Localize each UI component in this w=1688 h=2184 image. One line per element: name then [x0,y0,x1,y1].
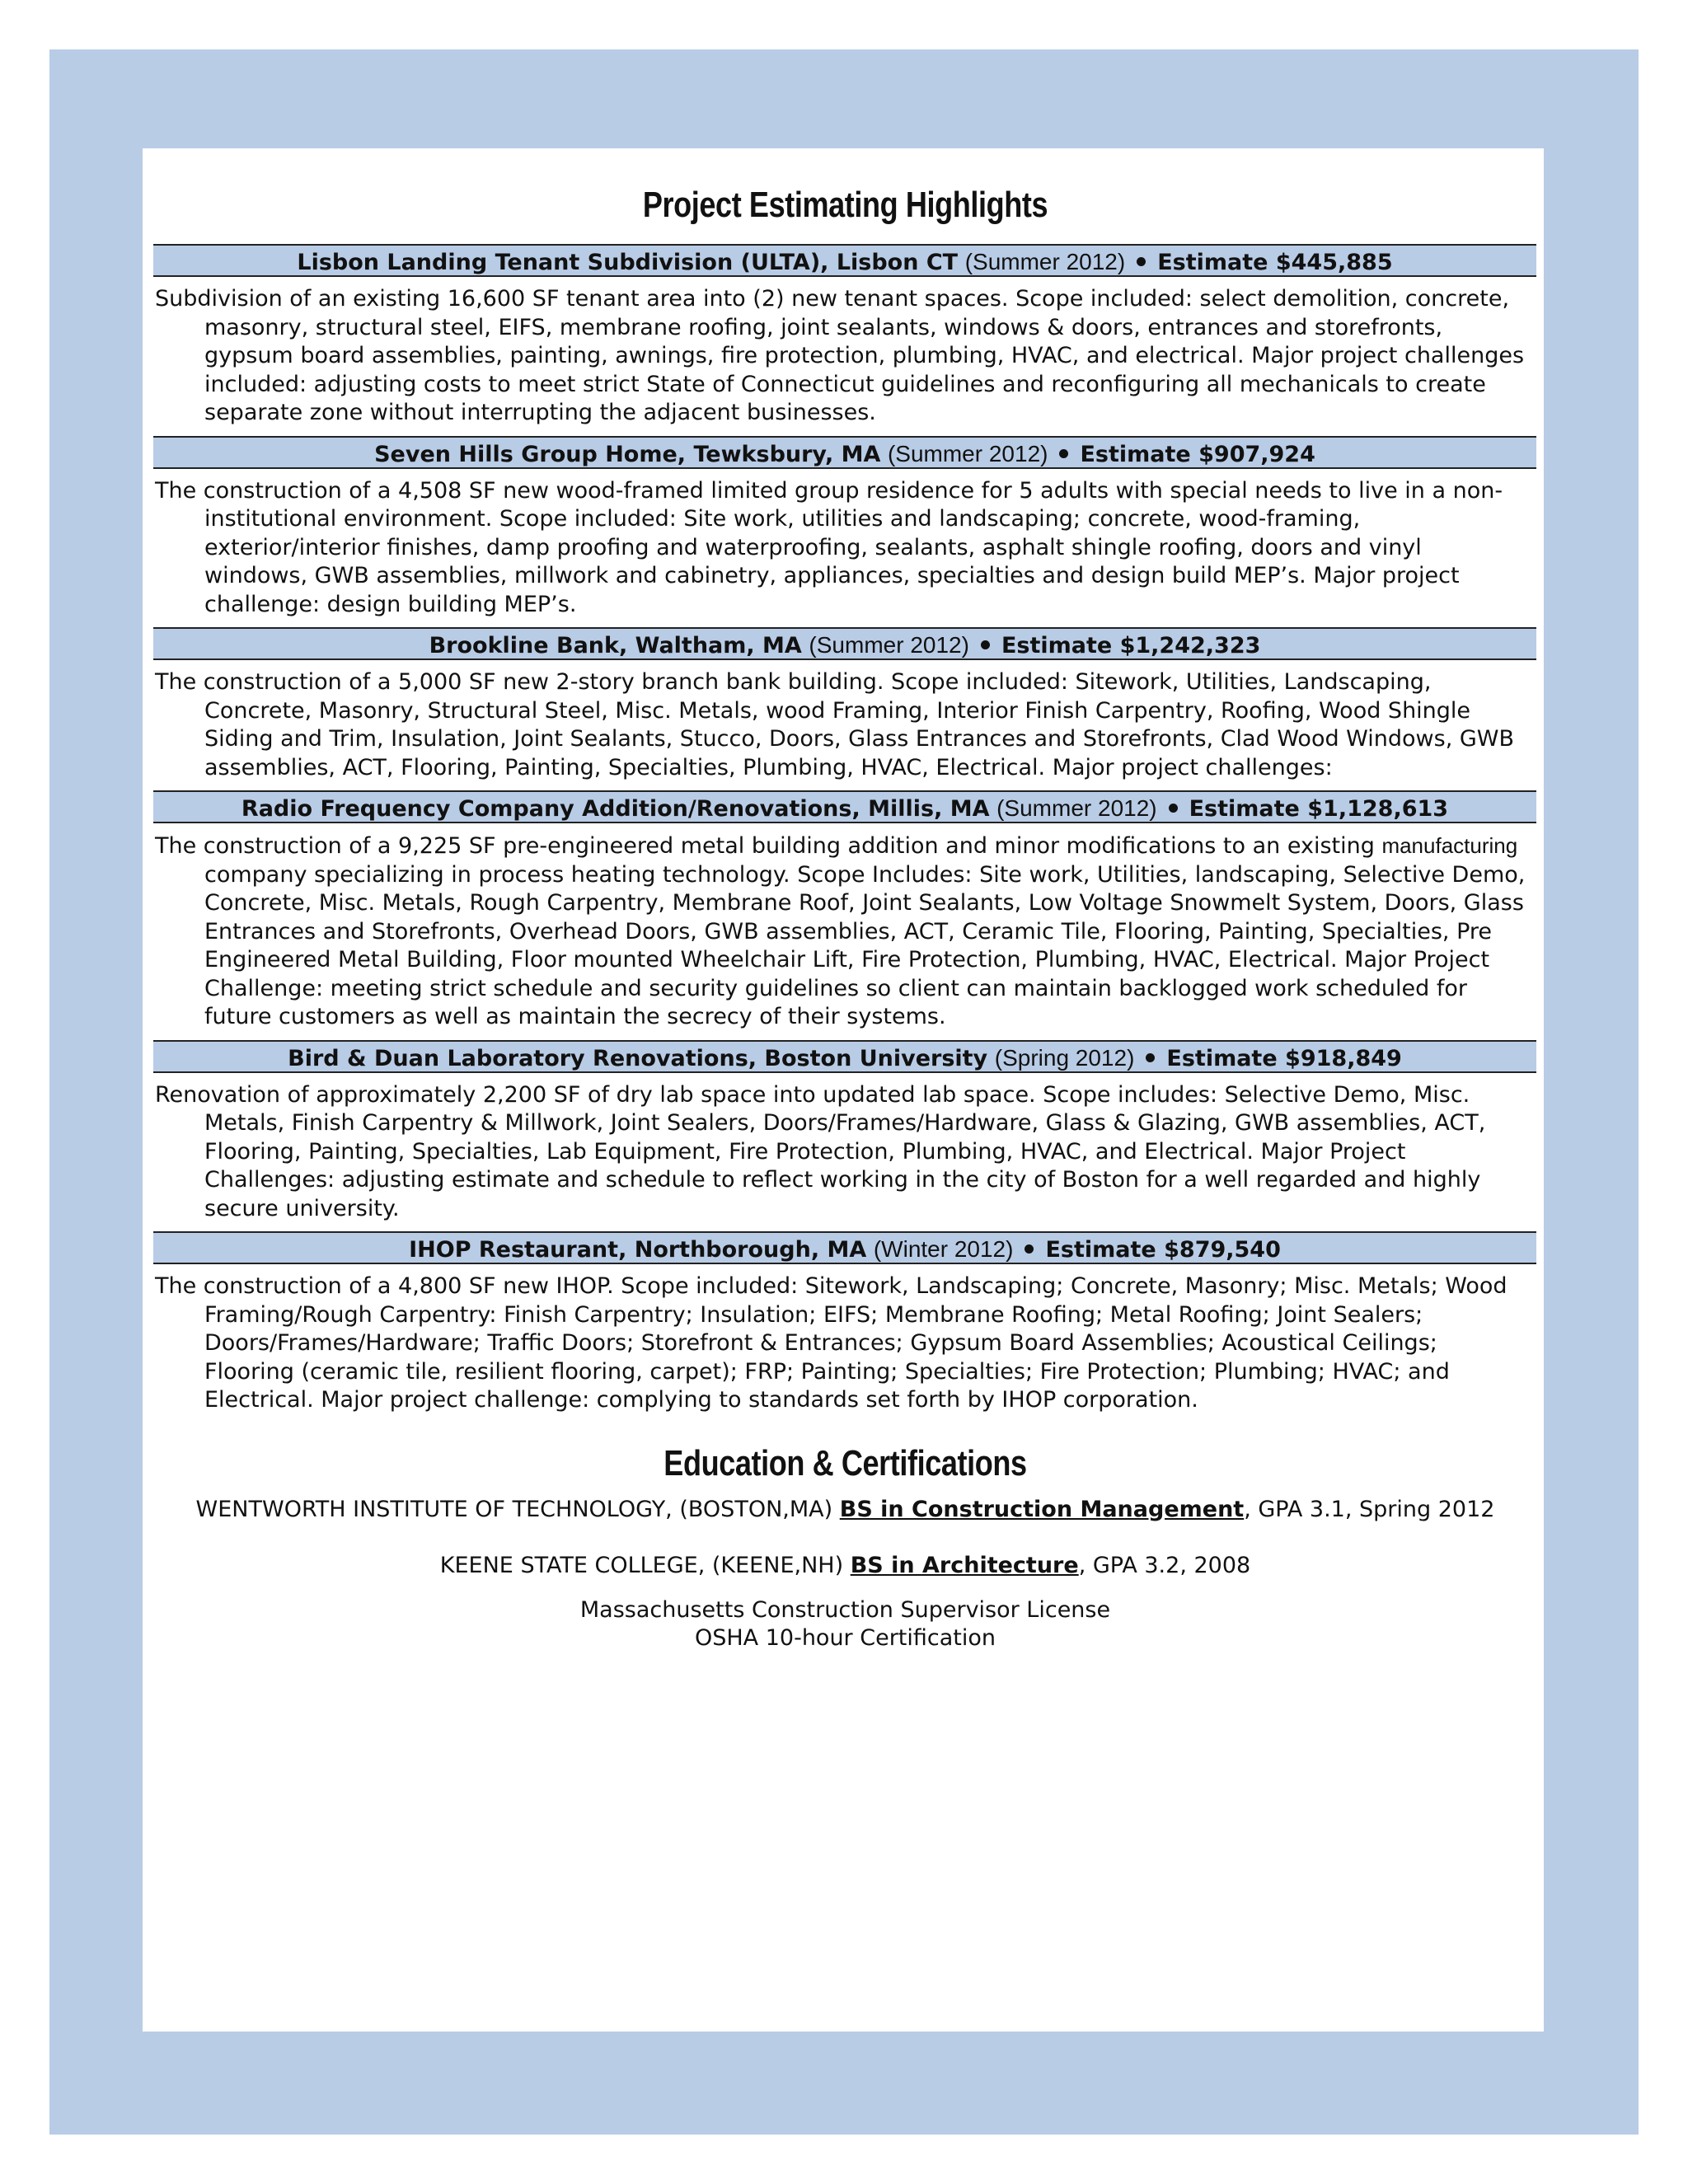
bullet-icon [1169,804,1178,813]
project-name: Brookline Bank, Waltham, MA [429,633,802,658]
project-description: The construction of a 4,508 SF new wood-framed limited group residence for 5 adults with special needs to live in a non-institutional environment. Scope included: Site work, utilities and landscaping; concrete, wood-framing, exterior/interior finishes, damp proofing and waterproofing, sealants, asphalt shingle roofing, doors and vinyl windows, GWB assemblies, millwork and cabinetry, appliances, specialties and design build MEP’s. Major project challenge: design building MEP’s. [155,477,1503,617]
project-estimate: Estimate $918,849 [1166,1045,1402,1071]
project-estimate: Estimate $1,128,613 [1189,796,1449,822]
degree-details: , GPA 3.2, 2008 [1078,1552,1251,1578]
project-estimate: Estimate $879,540 [1045,1237,1281,1263]
project-season: (Summer 2012) [809,632,969,658]
project-season: (Spring 2012) [994,1044,1135,1071]
project-season: (Summer 2012) [887,440,1048,466]
bullet-icon [1025,1244,1034,1254]
project-header [153,436,1536,469]
school-name: KEENE STATE COLLEGE, (KEENE,NH) [439,1552,851,1578]
bullet-icon [981,640,990,649]
education-entry [178,1552,1513,1580]
description-text-small: manufacturing [1381,833,1518,858]
project-name: Lisbon Landing Tenant Subdivision (ULTA), Lisbon CT [297,250,959,275]
certification: OSHA 10-hour Certification [694,1624,996,1651]
project-description: Subdivision of an existing 16,600 SF tenant area into (2) new tenant spaces. Scope included: select demolition, concrete, masonry, structural steel, EIFS, membrane roofing, joint sealants, windows & doors, entrances and storefronts, gypsum board assemblies, painting, awnings, fire protection, plumbing, HVAC, and electrical. Major project challenges included: adjusting costs to meet strict State of Connecticut guidelines and reconfiguring all mechanicals to create separate zone without interrupting the adjacent businesses. [155,286,1525,425]
project-estimate: Estimate $1,242,323 [1001,633,1261,658]
degree-name: BS in Construction Management [839,1496,1245,1522]
project-name: Seven Hills Group Home, Tewksbury, MA [374,441,881,467]
project-header [153,1040,1536,1073]
bullet-icon [1059,449,1068,458]
project-header [153,790,1536,823]
project-season: (Summer 2012) [964,249,1126,274]
project-description: The construction of a 5,000 SF new 2-story branch bank building. Scope included: Sitework, Utilities, Landscaping, Concrete, Masonry, Structural Steel, Misc. Metals, wood Framing, Interior Finish Carpentry, Roofing, Wood Shingle Siding and Trim, Insulation, Joint Sealants, Stucco, Doors, Glass Entrances and Storefronts, Clad Wood Windows, GWB assemblies, ACT, Flooring, Painting, Specialties, Plumbing, HVAC, Electrical. Major project challenges: [155,669,1515,780]
education-entry [178,1496,1513,1524]
resume-content [155,181,1536,1652]
highlights-title: Project Estimating Highlights [642,185,1048,225]
spacer [155,1580,1536,1596]
project-description [155,832,1529,1032]
project-estimate: Estimate $445,885 [1157,250,1393,275]
bullet-icon [1137,257,1146,266]
project-header [153,1231,1536,1264]
description-text: company specializing in process heating technology. Scope Includes: Site work, Utilities, landscaping, Selective Demo, Concrete, Misc. Metals, Rough Carpentry, Membrane Roof, Joint Sealants, Low Voltage Snowmelt System, Doors, Glass Entrances and Storefronts, Overhead Doors, GWB assemblies, ACT, Ceramic Tile, Flooring, Painting, Specialties, Pre Engineered Metal Building, Floor mounted Wheelchair Lift, Fire Protection, Plumbing, HVAC, Electrical. Major Project Challenge: meeting strict schedule and security guidelines so client can maintain backlogged work scheduled for future customers as well as maintain the secrecy of their systems. [204,861,1526,1029]
project-season: (Winter 2012) [873,1236,1014,1262]
degree-name: BS in Architecture [850,1552,1079,1578]
project-description: Renovation of approximately 2,200 SF of dry lab space into updated lab space. Scope includes: Selective Demo, Misc. Metals, Finish Carpentry & Millwork, Joint Sealers, Doors/Frames/Hardware, Glass & Glazing, GWB assemblies, ACT, Flooring, Painting, Specialties, Lab Equipment, Fire Protection, Plumbing, HVAC, and Electrical. Major Project Challenges: adjusting estimate and schedule to reflect working in the city of Boston for a well regarded and highly secure university. [155,1081,1486,1221]
description-text: The construction of a 9,225 SF pre-engineered metal building addition and minor modifications to an existing [155,833,1382,859]
project-name: IHOP Restaurant, Northborough, MA [409,1237,867,1263]
resume-page [143,148,1544,2032]
spacer [155,1524,1536,1552]
school-name: WENTWORTH INSTITUTE OF TECHNOLOGY, (BOSTON,MA) [195,1496,840,1522]
project-name: Radio Frequency Company Addition/Renovations, Millis, MA [241,796,990,822]
project-header [153,627,1536,660]
project-header [153,244,1536,277]
education-title: Education & Certifications [663,1442,1027,1483]
bullet-icon [1146,1053,1155,1062]
certification: Massachusetts Construction Supervisor License [579,1596,1111,1623]
project-description: The construction of a 4,800 SF new IHOP. Scope included: Sitework, Landscaping; Concrete, Masonry; Misc. Metals; Wood Framing/Rough Carpentry: Finish Carpentry; Insulation; EIFS; Membrane Roofing; Metal Roofing; Joint Sealers; Doors/Frames/Hardware; Traffic Doors; Storefront & Entrances; Gypsum Board Assemblies; Acoustical Ceilings; Flooring (ceramic tile, resilient flooring, carpet); FRP; Painting; Specialties; Fire Protection; Plumbing; HVAC; and Electrical. Major project challenge: complying to standards set forth by IHOP corporation. [155,1273,1507,1413]
degree-details: , GPA 3.1, Spring 2012 [1244,1496,1495,1522]
project-name: Bird & Duan Laboratory Renovations, Boston University [288,1045,988,1071]
project-season: (Summer 2012) [996,795,1157,821]
project-estimate: Estimate $907,924 [1080,441,1315,467]
